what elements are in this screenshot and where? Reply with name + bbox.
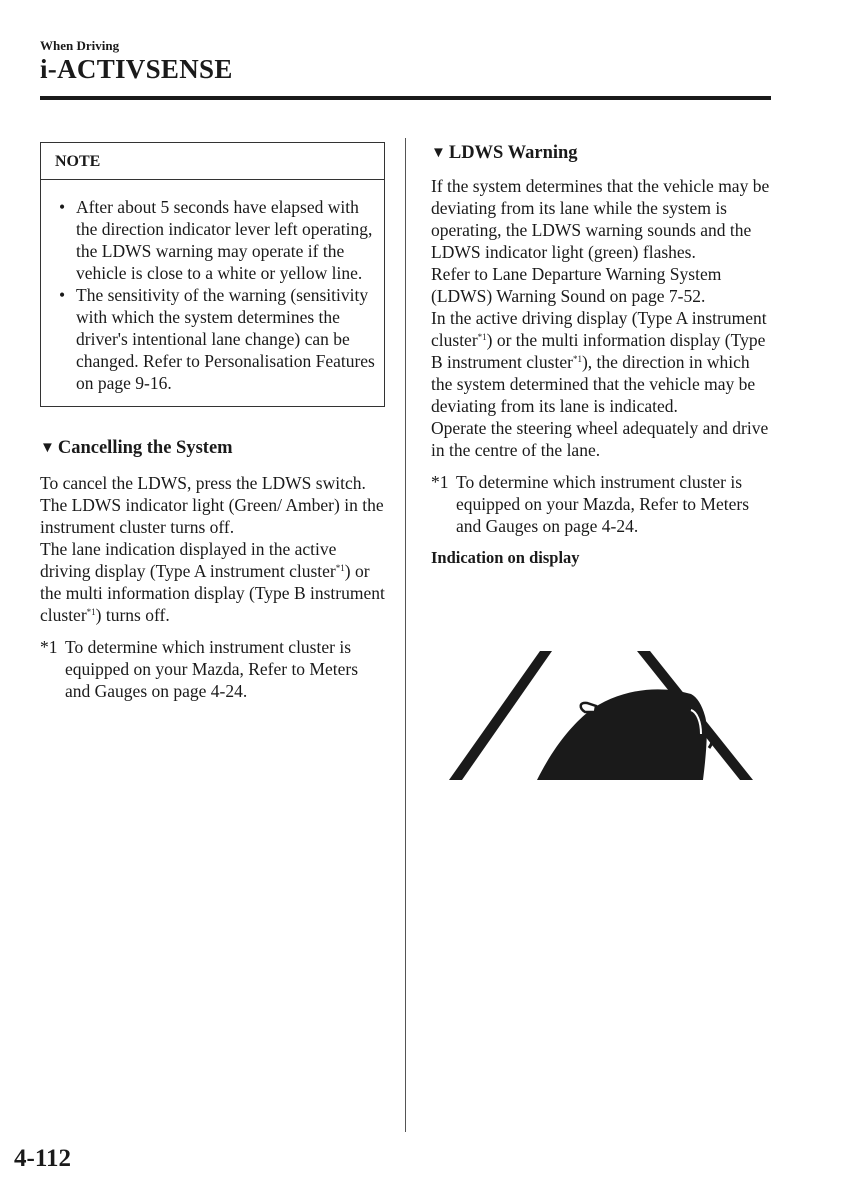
ldws-paragraph-4: Operate the steering wheel adequately and drive in the centre of the lane. — [431, 418, 769, 460]
left-lane-line — [449, 651, 552, 780]
note-list — [41, 180, 384, 406]
ldws-paragraph-1: If the system determines that the vehicle may be deviating from its lane while the system is operating, the LDWS warning sounds and the LDWS indicator light (green) flashes. — [431, 176, 770, 262]
ldws-paragraph-2: Refer to Lane Departure Warning System (LDWS) Warning Sound on page 7-52. — [431, 264, 722, 306]
triangle-down-icon: ▼ — [431, 145, 446, 161]
ldws-warning-heading — [431, 142, 771, 164]
right-column — [431, 142, 771, 569]
note-bullet-1: • After about 5 seconds have elapsed with the direction indicator lever left operating, the LDWS warning may operate if the vehicle is close to a white or yellow line. — [57, 196, 376, 284]
lane-departure-display-illustration — [445, 648, 755, 782]
note-label: NOTE — [41, 143, 384, 180]
cancelling-heading — [40, 437, 385, 459]
cancelling-heading-text: Cancelling the System — [57, 438, 233, 458]
ldws-paragraph-3: In the active driving display (Type A instrument cluster$^{*1}$) or the multi information display (Type B instrument cluster$^{*1}$), the direction in which the system determined that the vehicle may be deviating from its lane is indicated. — [431, 308, 767, 416]
ldws-footnote: *1 To determine which instrument cluster is equipped on your Mazda, Refer to Meters and Gauges on page 4-24. — [431, 472, 750, 536]
header-rule — [40, 96, 771, 100]
page-title: i-ACTIVSENSE — [40, 54, 233, 84]
vehicle-mirror-icon — [581, 703, 596, 712]
page-number: 4-112 — [14, 1145, 71, 1172]
left-column — [40, 142, 385, 702]
indication-label: Indication on display — [431, 548, 580, 567]
section-kicker: When Driving — [40, 38, 120, 53]
ldws-warning-heading-text: LDWS Warning — [448, 143, 578, 163]
cancelling-footnote: *1 To determine which instrument cluster is equipped on your Mazda, Refer to Meters and Gauges on page 4-24. — [40, 637, 359, 701]
cancelling-paragraph-2: The lane indication displayed in the active driving display (Type A instrument cluster$^{*1}$) or the multi information display (Type B instrument cluster$^{*1}$) turns off. — [40, 539, 385, 625]
note-bullet-2: • The sensitivity of the warning (sensitivity with which the system determines the driver's intentional lane change) can be changed. Refer to Personalisation Features on page 9-16. — [57, 284, 376, 394]
cancelling-paragraph-1: To cancel the LDWS, press the LDWS switch. The LDWS indicator light (Green/ Amber) in the instrument cluster turns off. — [40, 473, 384, 537]
triangle-down-icon: ▼ — [40, 440, 55, 456]
column-divider — [405, 138, 406, 1132]
note-box — [40, 142, 385, 407]
vehicle-silhouette-icon — [537, 689, 707, 780]
